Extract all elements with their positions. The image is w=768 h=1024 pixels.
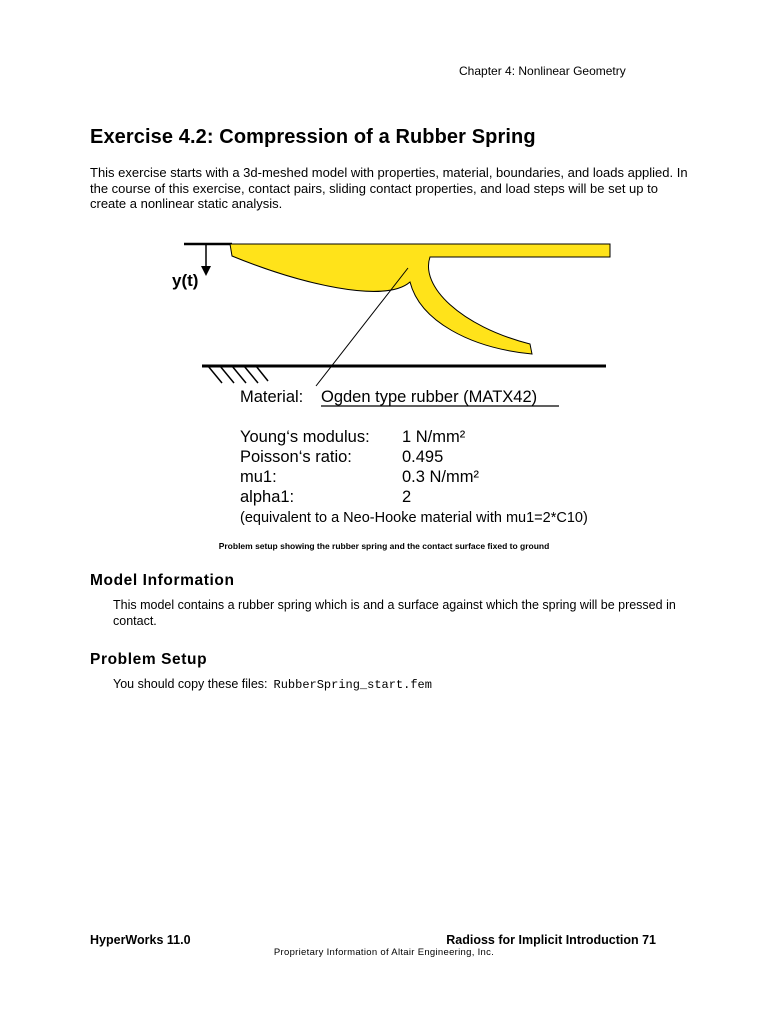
footer-product: HyperWorks 11.0 (90, 933, 191, 947)
figure-caption: Problem setup showing the rubber spring and the contact surface fixed to ground (218, 541, 550, 551)
material-value: Ogden type rubber (MATX42) (321, 388, 538, 406)
property-value-mu1: 0.3 N/mm² (402, 468, 480, 486)
page-title: Exercise 4.2: Compression of a Rubber Spring (90, 126, 536, 148)
problem-setup-text (113, 677, 683, 694)
property-value-youngs-modulus: 1 N/mm² (402, 428, 466, 446)
ground-hatching (208, 366, 268, 383)
property-value-poissons-ratio: 0.495 (402, 448, 444, 466)
displacement-label: y(t) (172, 271, 199, 290)
displacement-arrowhead (201, 266, 211, 276)
model-information-text: This model contains a rubber spring which is and a surface against which the spring will be pressed in contact. (113, 598, 676, 628)
property-name-youngs-modulus: Young‘s modulus: (240, 428, 370, 446)
property-name-mu1: mu1: (240, 468, 277, 486)
footer-proprietary-note: Proprietary Information of Altair Engineering, Inc. (273, 947, 495, 958)
property-name-poissons-ratio: Poisson‘s ratio: (240, 448, 352, 466)
chapter-header: Chapter 4: Nonlinear Geometry (459, 64, 626, 78)
intro-paragraph: This exercise starts with a 3d-meshed model with properties, material, boundaries, and loads applied. In the course of this exercise, contact pairs, sliding contact properties, and load steps will be set up to create a nonlinear static analysis. (90, 165, 688, 211)
model-information-heading: Model Information (90, 572, 235, 589)
problem-setup-instruction: You should copy these files: (113, 677, 268, 691)
equivalence-note: (equivalent to a Neo-Hooke material with mu1=2*C10) (240, 510, 588, 526)
rubber-spring-figure (170, 236, 620, 528)
rubber-spring-shape (230, 244, 610, 354)
footer-page-info: Radioss for Implicit Introduction 71 (446, 933, 656, 947)
property-value-alpha1: 2 (402, 488, 412, 506)
start-file-name: RubberSpring_start.fem (273, 678, 432, 692)
property-name-alpha1: alpha1: (240, 488, 295, 506)
material-label: Material: (240, 388, 304, 406)
problem-setup-heading: Problem Setup (90, 651, 208, 668)
